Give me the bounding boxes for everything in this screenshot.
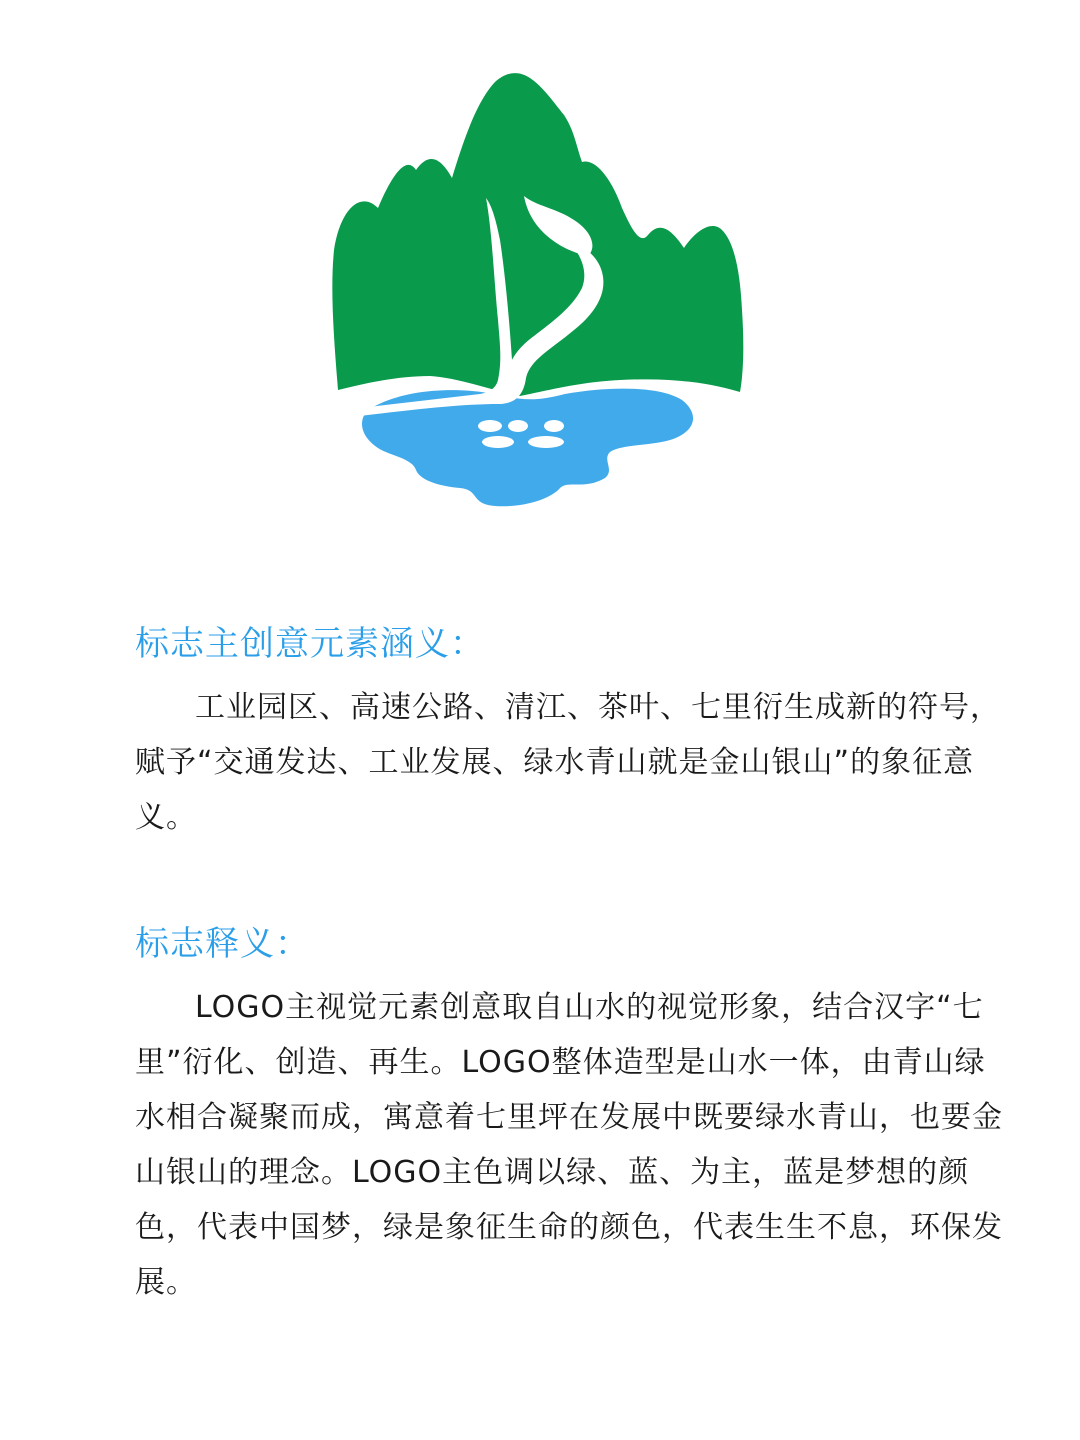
creative-elements-section (135, 622, 1015, 845)
logo-meaning-section (135, 922, 1015, 1310)
pebble (508, 420, 528, 432)
pebble (600, 487, 624, 497)
pebble (478, 420, 502, 432)
pebble (482, 436, 514, 448)
logo-meaning-paragraph: LOGO主视觉元素创意取自山水的视觉形象，结合汉字“七里”衍化、创造、再生。LOGO整体造型是山水一体，由青山绿水相合凝聚而成，寓意着七里坪在发展中既要绿水青山，也要金山银山的理念。LOGO主色调以绿、蓝、为主，蓝是梦想的颜色，代表中国梦，绿是象征生命的颜色，代表生生不息，环保发展。 (135, 990, 1003, 1300)
mountain-river-logo-icon (320, 60, 760, 520)
logo-meaning-heading: 标志释义： (135, 924, 310, 964)
logo-graphic (320, 60, 760, 520)
creative-elements-paragraph: 工业园区、高速公路、清江、茶叶、七里衍生成新的符号，赋予“交通发达、工业发展、绿水青山就是金山银山”的象征意义。 (135, 690, 1001, 835)
pebble (528, 436, 564, 448)
pebble (544, 420, 564, 432)
creative-elements-heading: 标志主创意元素涵义： (135, 624, 485, 664)
